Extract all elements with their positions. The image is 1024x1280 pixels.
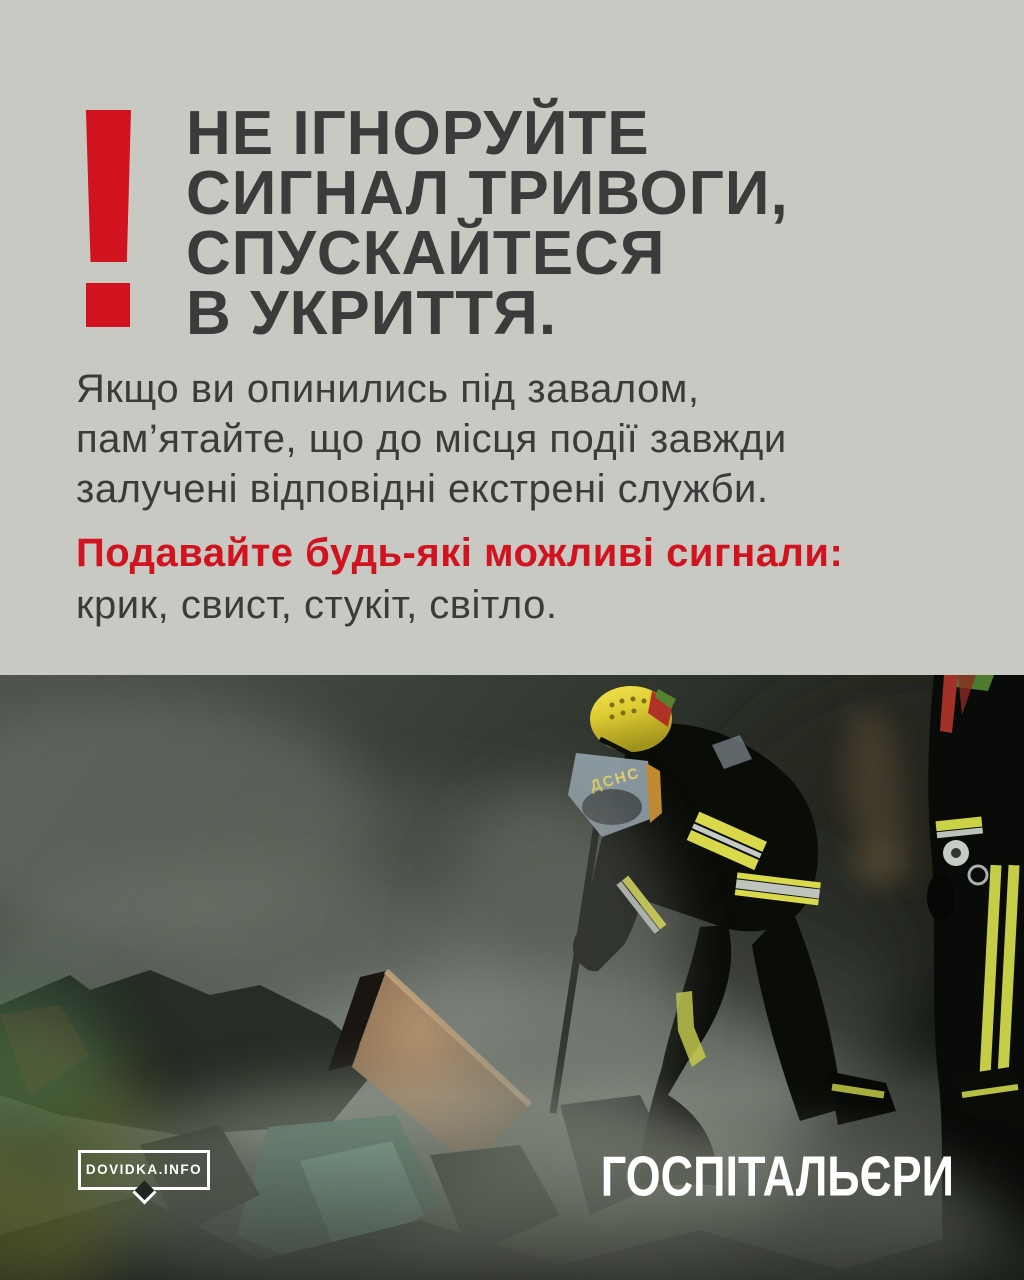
body-line-2: пам’ятайте, що до місця події завжди bbox=[76, 417, 787, 461]
alert-heading bbox=[186, 99, 789, 348]
body-line-3: залучені відповідні екстрені служби. bbox=[76, 467, 769, 511]
dovidka-logo-text: DOVIDKA.INFO bbox=[85, 1162, 203, 1177]
dovidka-logo bbox=[78, 1150, 210, 1190]
signals-list: крик, свист, стукіт, світло. bbox=[76, 583, 558, 627]
exclamation-icon bbox=[85, 110, 131, 328]
alert-heading-line-1: НЕ ІГНОРУЙТЕ bbox=[186, 99, 650, 168]
body-paragraph bbox=[76, 364, 787, 514]
exclamation-bar bbox=[85, 110, 131, 262]
alert-heading-line-4: В УКРИТТЯ. bbox=[186, 279, 558, 348]
alert-heading-line-3: СПУСКАЙТЕСЯ bbox=[186, 219, 666, 288]
hospitallers-logo: ГОСПІТАЛЬЄРИ bbox=[600, 1144, 954, 1208]
exclamation-dot bbox=[86, 283, 130, 327]
body-line-1: Якщо ви опинились під завалом, bbox=[76, 367, 700, 411]
signals-block bbox=[76, 527, 843, 631]
signals-heading: Подавайте будь-які можливі сигнали: bbox=[76, 531, 844, 575]
alert-heading-line-2: СИГНАЛ ТРИВОГИ, bbox=[186, 159, 789, 228]
